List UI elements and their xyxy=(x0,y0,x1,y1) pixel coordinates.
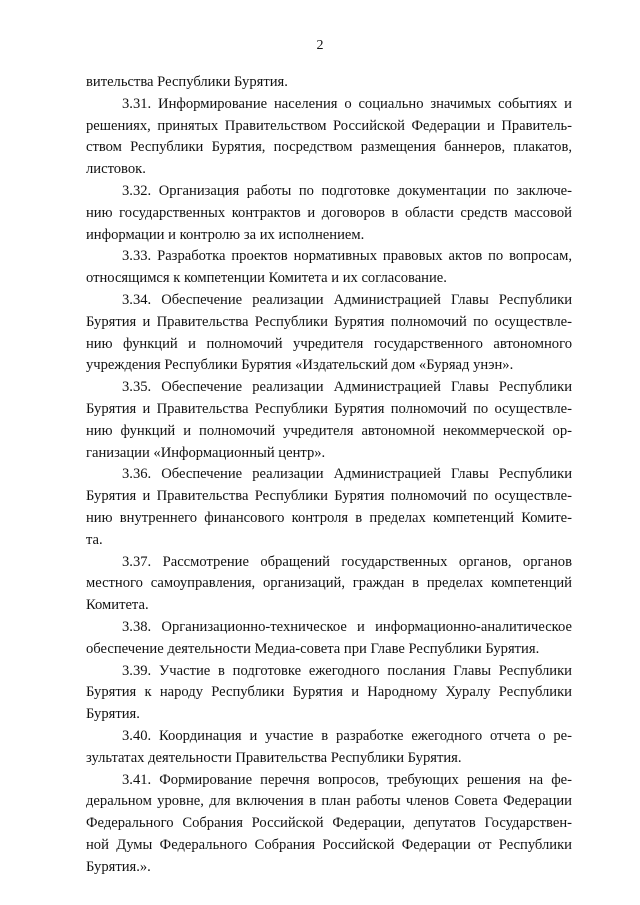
text-line: 3.34. Обеспечение реализации Администрацией Главы Республики xyxy=(122,291,572,308)
text-line: нию функций и полномочий учредителя государственного автономного xyxy=(86,335,572,352)
text-line: учреждения Республики Бурятия «Издательский дом «Буряад унэн». xyxy=(86,357,514,374)
text-line: вительства Республики Бурятия. xyxy=(86,74,288,90)
text-line: Комитета. xyxy=(86,597,149,614)
text-line: 3.37. Рассмотрение обращений государственных органов, органов xyxy=(122,553,572,570)
text-line: решениях, принятых Правительством Российской Федерации и Правитель- xyxy=(86,117,572,134)
text-line: та. xyxy=(86,531,103,548)
paragraph xyxy=(86,726,572,770)
text-line: 3.39. Участие в подготовке ежегодного послания Главы Республики xyxy=(122,662,572,679)
paragraph xyxy=(86,552,572,617)
document-body xyxy=(86,72,572,878)
text-line: Бурятия и Правительства Республики Бурятия полномочий по осуществле- xyxy=(86,400,572,417)
text-line: ной Думы Федерального Собрания Российской Федерации от Республики xyxy=(86,836,572,853)
text-line: относящимся к компетенции Комитета и их согласование. xyxy=(86,270,447,287)
paragraph xyxy=(86,464,572,551)
text-line: информации и контролю за их исполнением. xyxy=(86,226,365,243)
paragraph xyxy=(86,661,572,726)
text-line: 3.32. Организация работы по подготовке документации по заключе- xyxy=(122,182,572,199)
text-line: ганизации «Информационный центр». xyxy=(86,444,326,461)
text-line: Бурятия. xyxy=(86,706,140,723)
text-line: Бурятия и Правительства Республики Бурятия полномочий по осуществле- xyxy=(86,488,572,505)
paragraph xyxy=(86,246,572,290)
text-line: 3.41. Формирование перечня вопросов, требующих решения на фе- xyxy=(122,771,572,788)
text-line: Федерального Собрания Российской Федерации, депутатов Государствен- xyxy=(86,815,572,832)
page-number: 2 xyxy=(316,38,324,53)
text-line: зультатах деятельности Правительства Республики Бурятия. xyxy=(86,749,462,766)
paragraph xyxy=(86,72,572,94)
text-line: Бурятия и Правительства Республики Бурятия полномочий по осуществле- xyxy=(86,313,572,330)
text-line: 3.36. Обеспечение реализации Администрацией Главы Республики xyxy=(122,466,572,483)
paragraph xyxy=(86,617,572,661)
text-line: 3.38. Организационно-техническое и информационно-аналитическое xyxy=(122,618,572,635)
text-line: нию функций и полномочий учредителя автономной некоммерческой ор- xyxy=(86,422,572,439)
text-line: местного самоуправления, организаций, граждан в пределах компетенций xyxy=(86,575,572,592)
text-line: Бурятия к народу Республики Бурятия и Народному Хуралу Республики xyxy=(86,684,572,701)
text-line: листовок. xyxy=(86,161,146,178)
text-line: обеспечение деятельности Медиа-совета при Главе Республики Бурятия. xyxy=(86,640,540,657)
paragraph xyxy=(86,290,572,377)
paragraph xyxy=(86,770,572,879)
paragraph xyxy=(86,181,572,246)
text-line: 3.31. Информирование населения о социально значимых событиях и xyxy=(122,95,572,112)
paragraph xyxy=(86,94,572,181)
text-line: 3.40. Координация и участие в разработке ежегодного отчета о ре- xyxy=(122,727,572,744)
text-line: Бурятия.». xyxy=(86,858,151,875)
text-line: деральном уровне, для включения в план работы членов Совета Федерации xyxy=(86,793,572,810)
text-line: нию внутреннего финансового контроля в пределах компетенций Комите- xyxy=(86,509,572,526)
text-line: 3.33. Разработка проектов нормативных правовых актов по вопросам, xyxy=(122,248,572,265)
text-line: ством Республики Бурятия, посредством размещения баннеров, плакатов, xyxy=(86,139,572,156)
paragraph xyxy=(86,377,572,464)
text-line: нию государственных контрактов и договоров в области средств массовой xyxy=(86,204,572,221)
text-line: 3.35. Обеспечение реализации Администрацией Главы Республики xyxy=(122,379,572,396)
